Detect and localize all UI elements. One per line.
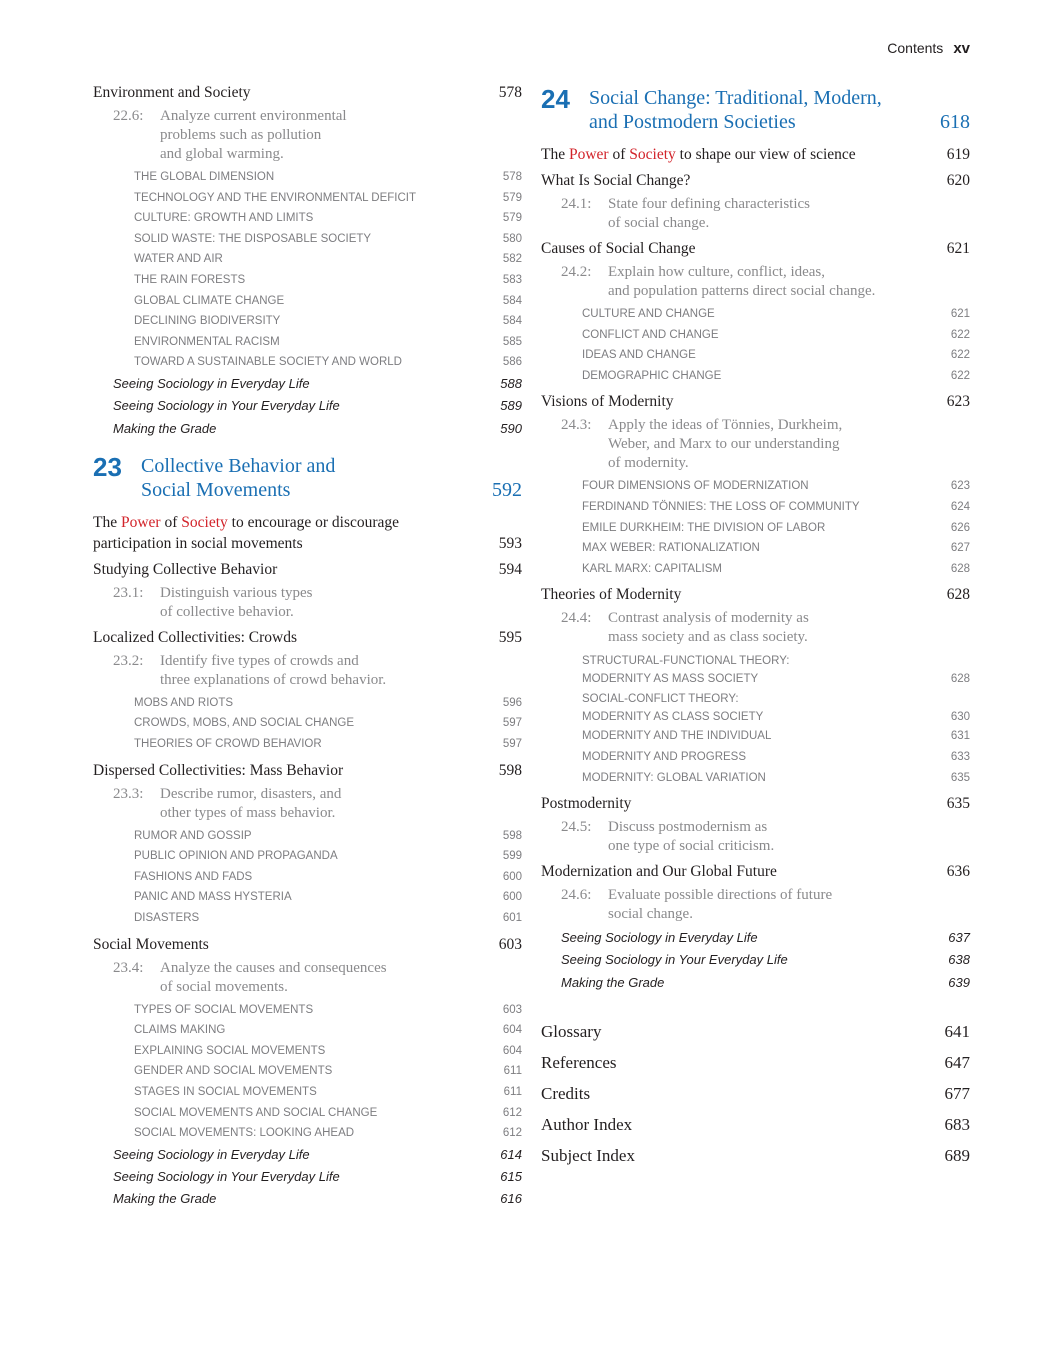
toc-subsection[interactable]: GENDER AND SOCIAL MOVEMENTS 611 bbox=[134, 1065, 522, 1078]
learning-objective-24-2: 24.2: Explain how culture, conflict, ideas, and population patterns direct social change. bbox=[561, 264, 876, 299]
toc-subsection[interactable]: PANIC AND MASS HYSTERIA 600 bbox=[134, 891, 522, 904]
toc-subsection[interactable]: THE RAIN FORESTS 583 bbox=[134, 273, 522, 286]
toc-subsection[interactable]: STRUCTURAL-FUNCTIONAL THEORY: MODERNITY AS MASS SOCIETY 628 bbox=[582, 655, 970, 686]
toc-subsection[interactable]: MOBS AND RIOTS 596 bbox=[134, 696, 522, 709]
toc-section-environment-and-society[interactable]: Environment and Society 578 bbox=[93, 84, 522, 101]
toc-power-of-society[interactable]: The Power of Society to encourage or discourage participation in social movements 593 bbox=[93, 513, 522, 552]
toc-left-column bbox=[93, 82, 522, 1211]
learning-objective-23-1: 23.1: Distinguish various types of collective behavior. bbox=[113, 584, 313, 620]
toc-subsection[interactable]: FOUR DIMENSIONS OF MODERNIZATION 623 bbox=[582, 480, 970, 493]
toc-subsection[interactable]: GLOBAL CLIMATE CHANGE 584 bbox=[134, 294, 522, 307]
toc-subsection[interactable]: EMILE DURKHEIM: THE DIVISION OF LABOR 626 bbox=[582, 521, 970, 534]
toc-feature[interactable]: Seeing Sociology in Your Everyday Life 589 bbox=[113, 398, 522, 414]
toc-subsection[interactable]: SOCIAL MOVEMENTS AND SOCIAL CHANGE 612 bbox=[134, 1106, 522, 1119]
page-number: xv bbox=[953, 40, 970, 57]
toc-back-matter-item[interactable]: References 647 bbox=[541, 1053, 970, 1073]
toc-feature[interactable]: Seeing Sociology in Your Everyday Life 638 bbox=[561, 952, 970, 968]
toc-subsection[interactable]: WATER AND AIR 582 bbox=[134, 253, 522, 266]
toc-subsection[interactable]: MODERNITY AND PROGRESS 633 bbox=[582, 750, 970, 763]
running-header-label: Contents bbox=[887, 40, 944, 56]
chapter-number: 23 bbox=[93, 451, 122, 482]
toc-feature[interactable]: Seeing Sociology in Your Everyday Life 615 bbox=[113, 1169, 522, 1185]
learning-objective-23-4: 23.4: Analyze the causes and consequences of social movements. bbox=[113, 959, 387, 995]
toc-section[interactable]: Causes of Social Change 621 bbox=[541, 240, 970, 257]
running-header bbox=[887, 40, 970, 57]
toc-right-column bbox=[541, 82, 970, 1171]
toc-subsection[interactable]: ENVIRONMENTAL RACISM 585 bbox=[134, 335, 522, 348]
learning-objective-24-1: 24.1: State four defining characteristics of social change. bbox=[561, 196, 811, 231]
toc-subsection[interactable]: MODERNITY: GLOBAL VARIATION 635 bbox=[582, 771, 970, 784]
toc-section[interactable]: Studying Collective Behavior 594 bbox=[93, 560, 522, 578]
chapter-title: Social Change: Traditional, Modern, and Postmodern Societies bbox=[589, 87, 882, 133]
toc-section[interactable]: Postmodernity 635 bbox=[541, 795, 970, 813]
chapter-page: 592 bbox=[492, 478, 522, 501]
toc-subsection[interactable]: CULTURE AND CHANGE 621 bbox=[582, 308, 970, 320]
chapter-title: Collective Behavior and Social Movements bbox=[141, 454, 336, 501]
chapter-number: 24 bbox=[541, 84, 570, 114]
toc-subsection[interactable]: THE GLOBAL DIMENSION 578 bbox=[134, 171, 522, 183]
learning-objective-23-2: 23.2: Identify five types of crowds and three explanations of crowd behavior. bbox=[113, 652, 387, 688]
learning-objective-22-6: 22.6: Analyze current environmental problems such as pollution and global warming. bbox=[113, 108, 347, 162]
chapter-heading-24[interactable] bbox=[541, 86, 970, 134]
toc-subsection[interactable]: CULTURE: GROWTH AND LIMITS 579 bbox=[134, 212, 522, 225]
learning-objective-24-3: 24.3: Apply the ideas of Tönnies, Durkheim, Weber, and Marx to our understanding of modernity. bbox=[561, 417, 843, 472]
toc-subsection[interactable]: EXPLAINING SOCIAL MOVEMENTS 604 bbox=[134, 1044, 522, 1057]
toc-feature[interactable]: Making the Grade 616 bbox=[113, 1191, 522, 1207]
toc-subsection[interactable]: CONFLICT AND CHANGE 622 bbox=[582, 328, 970, 341]
toc-subsection[interactable]: FERDINAND TÖNNIES: THE LOSS OF COMMUNITY 624 bbox=[582, 500, 970, 513]
toc-subsection[interactable]: DISASTERS 601 bbox=[134, 911, 522, 924]
toc-feature[interactable]: Seeing Sociology in Everyday Life 614 bbox=[113, 1146, 522, 1162]
learning-objective-23-3: 23.3: Describe rumor, disasters, and other types of mass behavior. bbox=[113, 785, 342, 821]
toc-feature[interactable]: Seeing Sociology in Everyday Life 637 bbox=[561, 930, 970, 946]
back-matter-list bbox=[541, 1016, 970, 1171]
toc-section[interactable]: Social Movements 603 bbox=[93, 935, 522, 953]
toc-section[interactable]: What Is Social Change? 620 bbox=[541, 172, 970, 189]
toc-section[interactable]: Dispersed Collectivities: Mass Behavior 598 bbox=[93, 761, 522, 779]
toc-subsection[interactable]: MODERNITY AND THE INDIVIDUAL 631 bbox=[582, 730, 970, 743]
learning-objective-24-6: 24.6: Evaluate possible directions of future social change. bbox=[561, 887, 833, 923]
toc-back-matter-item[interactable]: Credits 677 bbox=[541, 1084, 970, 1104]
toc-subsection[interactable]: TOWARD A SUSTAINABLE SOCIETY AND WORLD 586 bbox=[134, 356, 522, 369]
toc-subsection[interactable]: IDEAS AND CHANGE 622 bbox=[582, 349, 970, 362]
toc-feature[interactable]: Making the Grade 590 bbox=[113, 420, 522, 436]
toc-subsection[interactable]: PUBLIC OPINION AND PROPAGANDA 599 bbox=[134, 850, 522, 863]
toc-subsection[interactable]: DEMOGRAPHIC CHANGE 622 bbox=[582, 369, 970, 382]
toc-subsection[interactable]: RUMOR AND GOSSIP 598 bbox=[134, 829, 522, 842]
toc-subsection[interactable]: SOCIAL MOVEMENTS: LOOKING AHEAD 612 bbox=[134, 1127, 522, 1140]
toc-subsection-list bbox=[93, 167, 522, 373]
learning-objective-24-4: 24.4: Contrast analysis of modernity as mass society and as class society. bbox=[561, 610, 809, 646]
toc-subsection[interactable]: DECLINING BIODIVERSITY 584 bbox=[134, 315, 522, 328]
toc-subsection[interactable]: SOLID WASTE: THE DISPOSABLE SOCIETY 580 bbox=[134, 232, 522, 245]
toc-subsection[interactable]: KARL MARX: CAPITALISM 628 bbox=[582, 562, 970, 575]
toc-subsection[interactable]: SOCIAL-CONFLICT THEORY: MODERNITY AS CLASS SOCIETY 630 bbox=[582, 693, 970, 724]
toc-subsection[interactable]: TYPES OF SOCIAL MOVEMENTS 603 bbox=[134, 1003, 522, 1016]
toc-feature[interactable]: Seeing Sociology in Everyday Life 588 bbox=[113, 375, 522, 391]
toc-section[interactable]: Theories of Modernity 628 bbox=[541, 586, 970, 604]
toc-subsection[interactable]: FASHIONS AND FADS 600 bbox=[134, 870, 522, 883]
toc-section[interactable]: Visions of Modernity 623 bbox=[541, 393, 970, 411]
toc-feature[interactable]: Making the Grade 639 bbox=[561, 974, 970, 990]
toc-subsection[interactable]: THEORIES OF CROWD BEHAVIOR 597 bbox=[134, 738, 522, 751]
toc-power-of-society[interactable]: The Power of Society to shape our view of science 619 bbox=[541, 146, 970, 163]
learning-objective-24-5: 24.5: Discuss postmodernism as one type of social criticism. bbox=[561, 819, 775, 855]
toc-subsection[interactable]: CLAIMS MAKING 604 bbox=[134, 1024, 522, 1037]
toc-section[interactable]: Modernization and Our Global Future 636 bbox=[541, 863, 970, 881]
chapter-heading-23[interactable] bbox=[93, 451, 522, 502]
toc-subsection[interactable]: TECHNOLOGY AND THE ENVIRONMENTAL DEFICIT 579 bbox=[134, 191, 522, 204]
toc-subsection[interactable]: STAGES IN SOCIAL MOVEMENTS 611 bbox=[134, 1085, 522, 1098]
toc-section[interactable]: Localized Collectivities: Crowds 595 bbox=[93, 628, 522, 646]
toc-back-matter-item[interactable]: Subject Index 689 bbox=[541, 1146, 970, 1166]
toc-subsection[interactable]: MAX WEBER: RATIONALIZATION 627 bbox=[582, 542, 970, 555]
toc-back-matter-item[interactable]: Author Index 683 bbox=[541, 1115, 970, 1135]
toc-feature-list bbox=[93, 373, 522, 440]
chapter-page: 618 bbox=[940, 111, 970, 133]
toc-subsection[interactable]: CROWDS, MOBS, AND SOCIAL CHANGE 597 bbox=[134, 717, 522, 730]
toc-back-matter-item[interactable]: Glossary 641 bbox=[541, 1022, 970, 1042]
